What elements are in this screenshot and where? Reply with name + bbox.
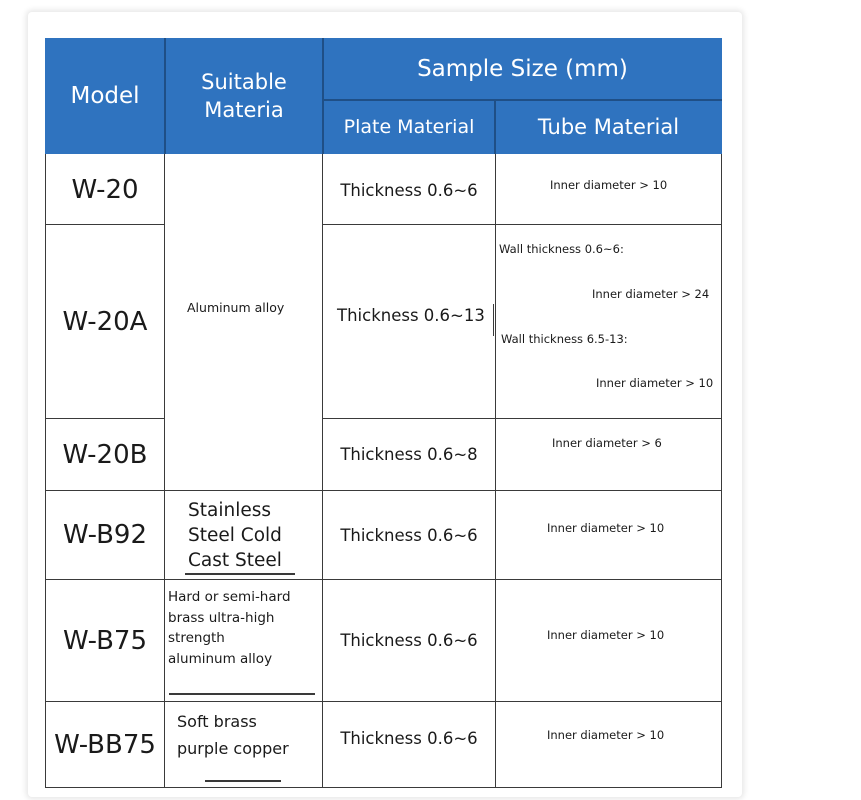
header-divider (494, 100, 496, 154)
model-label: W-20 (71, 175, 139, 205)
model-cell (45, 419, 165, 490)
header-plate-material (323, 100, 495, 154)
model-cell (45, 702, 165, 787)
model-label: W-B75 (62, 625, 148, 656)
cursor-mark (493, 304, 494, 336)
model-label: W-BB75 (54, 729, 156, 760)
tube-value: Inner diameter > 6 (552, 436, 662, 450)
material-underline (205, 780, 281, 782)
material-underline (169, 693, 315, 695)
header-divider (322, 38, 324, 154)
plate-cell (323, 155, 495, 225)
header-tube-material (495, 100, 722, 154)
tube-value: Inner diameter > 10 (547, 521, 665, 535)
material-line: brass ultra-high (168, 609, 275, 626)
tube-value: Inner diameter > 10 (547, 728, 665, 742)
plate-value: Thickness 0.6~6 (340, 525, 478, 545)
header-suitable-line2: Materia (204, 98, 284, 122)
header-suitable-material (165, 38, 323, 154)
model-label: W-20A (62, 306, 148, 337)
header-tube-material-label: Tube Material (537, 115, 680, 139)
plate-cell (323, 580, 495, 701)
grid-line (721, 154, 722, 788)
header-divider (323, 99, 722, 101)
material-brass (168, 587, 291, 669)
header-sample-size (323, 38, 722, 100)
header-model (45, 38, 165, 154)
material-line: aluminum alloy (168, 650, 273, 667)
plate-cell (323, 702, 495, 774)
material-line: purple copper (177, 739, 289, 758)
header-sample-size-label: Sample Size (mm) (417, 56, 628, 82)
header-suitable-line1: Suitable (201, 70, 287, 94)
plate-value: Thickness 0.6~6 (340, 180, 478, 200)
model-label: W-20B (62, 439, 148, 470)
model-cell (45, 155, 165, 225)
plate-value: Thickness 0.6~8 (340, 445, 478, 464)
grid-line (45, 787, 722, 788)
tube-value: Inner diameter > 10 (550, 178, 668, 192)
tube-value: Inner diameter > 10 (596, 376, 714, 390)
material-line: Cast Steel (188, 550, 282, 571)
tube-value: Inner diameter > 10 (547, 628, 665, 642)
tube-value: Wall thickness 0.6~6: (499, 242, 624, 256)
model-cell (45, 491, 165, 579)
tube-value: Inner diameter > 24 (592, 287, 710, 301)
material-line: Hard or semi-hard (168, 589, 291, 605)
material-soft (177, 708, 289, 762)
header-plate-material-label: Plate Material (343, 116, 475, 138)
grid-line (495, 154, 496, 788)
material-underline (185, 573, 295, 575)
model-cell (45, 225, 165, 418)
spec-table (45, 38, 722, 788)
plate-cell (323, 491, 495, 579)
plate-cell (323, 419, 495, 490)
tube-value: Wall thickness 6.5-13: (501, 332, 628, 346)
model-cell (45, 580, 165, 701)
material-line: strength (168, 630, 225, 646)
header-model-label: Model (70, 83, 140, 109)
plate-value: Thickness 0.6~6 (340, 631, 478, 650)
material-stainless (188, 498, 282, 573)
plate-value: Thickness 0.6~6 (340, 728, 478, 748)
header-divider (164, 38, 166, 154)
plate-value: Thickness 0.6~13 (337, 305, 485, 325)
material-line: Stainless (188, 500, 271, 521)
material-line: Steel Cold (188, 525, 282, 546)
model-label: W-B92 (62, 520, 148, 550)
material-line: Soft brass (177, 712, 257, 731)
plate-cell (323, 225, 495, 405)
material-aluminum: Aluminum alloy (187, 300, 285, 315)
